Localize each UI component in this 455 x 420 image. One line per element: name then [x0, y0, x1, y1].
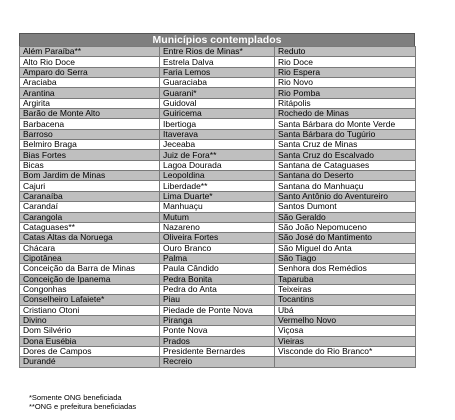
- table-cell: Jeceaba: [160, 140, 275, 150]
- table-cell: Reduto: [275, 47, 416, 57]
- table-cell: Guaraciaba: [160, 78, 275, 88]
- table-cell: Belmiro Braga: [20, 140, 160, 150]
- table-cell: Liberdade**: [160, 181, 275, 191]
- table-row: [20, 57, 416, 67]
- footnote-only-ong: *Somente ONG beneficiada: [29, 393, 122, 402]
- table-row: [20, 264, 416, 274]
- table-cell: Guidoval: [160, 98, 275, 108]
- table-cell: Juiz de Fora**: [160, 150, 275, 160]
- table-row: [20, 357, 416, 367]
- table-cell: Chácara: [20, 243, 160, 253]
- table-cell: Rio Pomba: [275, 88, 416, 98]
- table-row: [20, 140, 416, 150]
- table-cell: Santana de Cataguases: [275, 160, 416, 170]
- table-cell: Oliveira Fortes: [160, 233, 275, 243]
- table-cell: Arantina: [20, 88, 160, 98]
- table-cell: Entre Rios de Minas*: [160, 47, 275, 57]
- table-cell: Barão de Monte Alto: [20, 109, 160, 119]
- table-cell: Santana do Deserto: [275, 171, 416, 181]
- table-cell: Rio Novo: [275, 78, 416, 88]
- table-cell: Araciaba: [20, 78, 160, 88]
- table-row: [20, 119, 416, 129]
- table-cell: Manhuaçu: [160, 202, 275, 212]
- table-cell: Faria Lemos: [160, 67, 275, 77]
- table-cell: Leopoldina: [160, 171, 275, 181]
- table-row: [20, 346, 416, 356]
- municipalities-table-container: [19, 33, 415, 368]
- table-cell: Palma: [160, 253, 275, 263]
- table-cell: Itaverava: [160, 129, 275, 139]
- table-cell: Piranga: [160, 315, 275, 325]
- table-cell: São João Nepomuceno: [275, 222, 416, 232]
- table-row: [20, 305, 416, 315]
- table-cell: Santa Cruz do Escalvado: [275, 150, 416, 160]
- table-cell: Recreio: [160, 357, 275, 367]
- table-cell: Dores de Campos: [20, 346, 160, 356]
- table-cell: Piedade de Ponte Nova: [160, 305, 275, 315]
- table-cell: Pedra do Anta: [160, 284, 275, 294]
- table-cell: Lima Duarte*: [160, 191, 275, 201]
- table-cell: Rio Espera: [275, 67, 416, 77]
- table-cell: Ponte Nova: [160, 326, 275, 336]
- table-row: [20, 222, 416, 232]
- table-cell: Rochedo de Minas: [275, 109, 416, 119]
- table-cell: Barroso: [20, 129, 160, 139]
- table-cell: Carandaí: [20, 202, 160, 212]
- table-body: [20, 47, 416, 368]
- table-cell: Tocantins: [275, 295, 416, 305]
- footnote-ong-and-city-hall: **ONG e prefeitura beneficiadas: [29, 402, 137, 411]
- municipalities-table: [19, 46, 416, 368]
- table-cell: Congonhas: [20, 284, 160, 294]
- table-cell: Além Paraíba**: [20, 47, 160, 57]
- table-cell: Ouro Branco: [160, 243, 275, 253]
- table-cell: Caranaíba: [20, 191, 160, 201]
- table-row: [20, 160, 416, 170]
- table-row: [20, 243, 416, 253]
- table-cell: Conselheiro Lafaiete*: [20, 295, 160, 305]
- table-cell: Ubá: [275, 305, 416, 315]
- table-cell: Vieiras: [275, 336, 416, 346]
- table-row: [20, 233, 416, 243]
- table-cell: Paula Cândido: [160, 264, 275, 274]
- table-row: [20, 47, 416, 57]
- table-cell: Ritápolis: [275, 98, 416, 108]
- table-row: [20, 67, 416, 77]
- table-cell: Rio Doce: [275, 57, 416, 67]
- table-title: Municípios contemplados: [19, 33, 415, 46]
- table-cell: Nazareno: [160, 222, 275, 232]
- footnotes: [29, 393, 136, 411]
- table-row: [20, 336, 416, 346]
- table-cell: Carangola: [20, 212, 160, 222]
- table-row: [20, 253, 416, 263]
- table-cell: Bicas: [20, 160, 160, 170]
- table-cell: Bom Jardim de Minas: [20, 171, 160, 181]
- table-cell: Santa Bárbara do Tugúrio: [275, 129, 416, 139]
- table-cell: Conceição da Barra de Minas: [20, 264, 160, 274]
- table-cell: Guiricema: [160, 109, 275, 119]
- table-cell: Durandé: [20, 357, 160, 367]
- table-cell: Teixeiras: [275, 284, 416, 294]
- table-cell: Prados: [160, 336, 275, 346]
- table-row: [20, 129, 416, 139]
- table-cell: Estrela Dalva: [160, 57, 275, 67]
- table-cell: Bias Fortes: [20, 150, 160, 160]
- table-cell: Amparo do Serra: [20, 67, 160, 77]
- table-cell: Mutum: [160, 212, 275, 222]
- table-row: [20, 98, 416, 108]
- table-row: [20, 78, 416, 88]
- table-cell: Cataguases**: [20, 222, 160, 232]
- table-cell: Vermelho Novo: [275, 315, 416, 325]
- table-row: [20, 326, 416, 336]
- table-cell: Dom Silvério: [20, 326, 160, 336]
- table-cell: Viçosa: [275, 326, 416, 336]
- table-row: [20, 284, 416, 294]
- table-row: [20, 150, 416, 160]
- table-cell: Ibertioga: [160, 119, 275, 129]
- table-cell: São Geraldo: [275, 212, 416, 222]
- table-cell: Santana do Manhuaçu: [275, 181, 416, 191]
- table-cell: Cajuri: [20, 181, 160, 191]
- table-cell: Alto Rio Doce: [20, 57, 160, 67]
- table-cell: Cristiano Otoni: [20, 305, 160, 315]
- table-cell: Pedra Bonita: [160, 274, 275, 284]
- table-cell: [275, 357, 416, 367]
- table-cell: Taparuba: [275, 274, 416, 284]
- table-cell: Visconde do Rio Branco*: [275, 346, 416, 356]
- table-cell: Guarani*: [160, 88, 275, 98]
- table-cell: Barbacena: [20, 119, 160, 129]
- table-cell: Santos Dumont: [275, 202, 416, 212]
- table-row: [20, 88, 416, 98]
- table-row: [20, 191, 416, 201]
- table-cell: Dona Eusébia: [20, 336, 160, 346]
- table-cell: Santa Bárbara do Monte Verde: [275, 119, 416, 129]
- table-cell: Conceição de Ipanema: [20, 274, 160, 284]
- table-cell: Piau: [160, 295, 275, 305]
- table-cell: Santo Antônio do Aventureiro: [275, 191, 416, 201]
- table-cell: Presidente Bernardes: [160, 346, 275, 356]
- table-cell: Senhora dos Remédios: [275, 264, 416, 274]
- table-cell: São Tiago: [275, 253, 416, 263]
- table-cell: Cipotânea: [20, 253, 160, 263]
- table-cell: Santa Cruz de Minas: [275, 140, 416, 150]
- table-row: [20, 202, 416, 212]
- table-row: [20, 212, 416, 222]
- table-cell: Divino: [20, 315, 160, 325]
- table-row: [20, 109, 416, 119]
- table-row: [20, 295, 416, 305]
- table-cell: Lagoa Dourada: [160, 160, 275, 170]
- table-cell: São Miguel do Anta: [275, 243, 416, 253]
- table-row: [20, 171, 416, 181]
- table-row: [20, 181, 416, 191]
- table-row: [20, 274, 416, 284]
- table-cell: Catas Altas da Noruega: [20, 233, 160, 243]
- table-row: [20, 315, 416, 325]
- table-cell: Argirita: [20, 98, 160, 108]
- table-cell: São José do Mantimento: [275, 233, 416, 243]
